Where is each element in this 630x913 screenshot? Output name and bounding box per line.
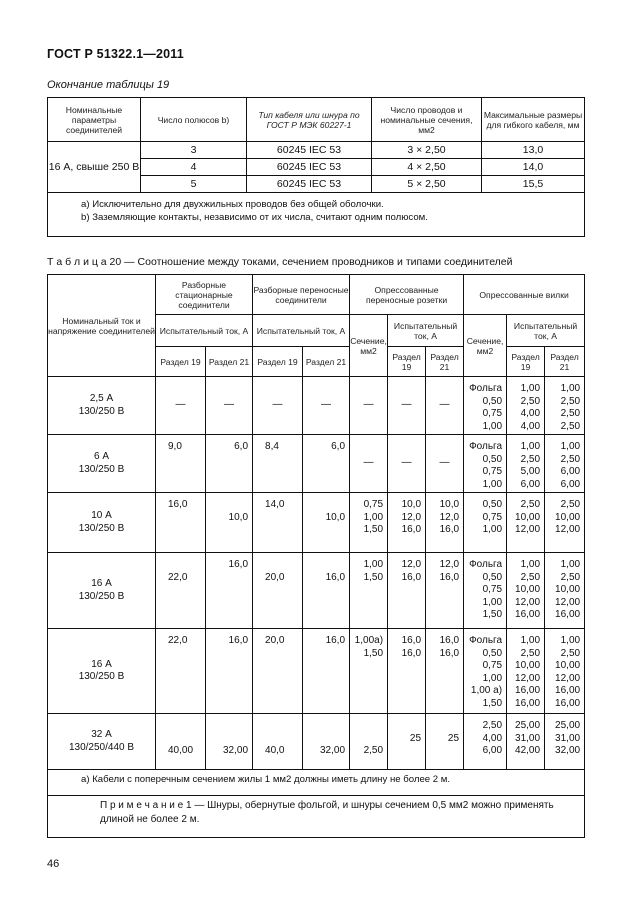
t20-cell-line: 12,00: [515, 672, 541, 684]
t20-cell-line: Фольга: [469, 441, 503, 452]
t20-rating-line: 130/250 В: [78, 463, 125, 475]
t20-cell-line: 12,0: [439, 511, 460, 523]
t20-sub-21: Раздел 21: [545, 347, 585, 377]
t20-rating-line: 130/250 В: [78, 671, 125, 682]
t19-footnotes: [48, 193, 585, 237]
t20-cell: [253, 493, 303, 553]
t20-cell-line: 2,50: [560, 420, 581, 432]
t20-rating-cell: [48, 714, 156, 770]
t20-cell-line: —: [363, 457, 374, 469]
t20-cell: [206, 377, 253, 435]
t20-cell: [303, 377, 350, 435]
table-row: [48, 553, 585, 629]
t20-cell-line: [206, 499, 248, 512]
t20-cell: [464, 553, 507, 629]
t20-cell-line: 0,75: [482, 408, 503, 419]
t20-cell-line: 12,00: [515, 524, 541, 535]
t20-cell: [206, 629, 253, 714]
t20-rating-line: 130/250 В: [78, 405, 125, 417]
t20-cell-line: 10,0: [439, 499, 460, 510]
table-20: [47, 274, 585, 838]
t20-rating-line: 6 А: [93, 451, 109, 462]
t20-cell: [464, 493, 507, 553]
t20-cell: [350, 435, 388, 493]
t20-cell-line: [303, 733, 345, 746]
t20-cell: [388, 553, 426, 629]
t20-cell-line: 1,50: [363, 647, 384, 659]
t20-cell: [464, 377, 507, 435]
t20-header-rating: Номинальный ток и напряжение соединителей: [48, 275, 156, 377]
t20-cell: [464, 629, 507, 714]
t20-cell-line: [265, 559, 302, 572]
t19-header-poles: Число полюсов b): [141, 98, 247, 142]
t20-cell-line: 10,00: [555, 511, 581, 523]
t20-section: Сечение, мм2: [350, 315, 388, 377]
t20-test-current: Испытательный ток, А: [253, 315, 350, 347]
t20-cell-line: 20,0: [265, 635, 285, 646]
t20-cell-line: 2,50: [520, 647, 541, 659]
t20-cell-line: 0,50: [482, 571, 503, 583]
t20-header-fixed: Разборные стационарные соединители: [156, 275, 253, 315]
t19-cell: 13,0: [482, 142, 585, 159]
t19-header-cable: Тип кабеля или шнура по ГОСТ Р МЭК 60227-1: [247, 98, 372, 142]
t20-cell-line: 16,0: [401, 635, 422, 646]
t20-sub-19: Раздел 19: [253, 347, 303, 377]
t19-cell: 60245 IEC 53: [247, 142, 372, 159]
t20-cell-line: 8,4: [265, 441, 279, 452]
t20-cell-line: 1,00: [520, 383, 541, 394]
t20-header-portable: Разборные переносные соединители: [253, 275, 350, 315]
t20-cell: [545, 493, 585, 553]
t20-cell: [303, 553, 350, 629]
t20-cell: [426, 493, 464, 553]
t20-cell-line: 16,0: [439, 635, 460, 646]
t20-cell: [388, 493, 426, 553]
t20-test-current: Испытательный ток, А: [156, 315, 253, 347]
t20-cell-line: 0,75: [363, 499, 384, 510]
t20-cell-line: 25,00: [555, 720, 581, 731]
t20-cell-line: Фольга: [469, 635, 503, 646]
t19-header-rating: Номинальные параметры соединителей: [48, 98, 141, 142]
t20-cell: [156, 377, 206, 435]
t20-cell-line: 0,75: [482, 660, 503, 671]
t20-cell-line: 12,00: [555, 596, 581, 608]
t19-cell: 3 × 2,50: [372, 142, 482, 159]
t20-cell-line: 14,0: [265, 499, 285, 510]
t20-cell-line: 9,0: [168, 441, 182, 452]
t20-cell-line: —: [224, 399, 234, 411]
t20-cell: [507, 435, 545, 493]
t20-cell-line: 12,0: [439, 559, 460, 570]
t20-cell-line: 0,50: [482, 647, 503, 659]
t20-cell-line: 10,0: [228, 511, 249, 523]
t20-cell-line: 12,00: [515, 596, 541, 608]
t20-cell-line: 2,50: [560, 453, 581, 465]
t20-cell-line: 12,00: [555, 672, 581, 684]
t20-cell-line: [303, 499, 345, 512]
t20-cell-line: [350, 733, 383, 746]
t20-cell-line: 0,50: [482, 453, 503, 465]
t19-header-max-size: Максимальные размеры для гибкого кабеля, мм: [482, 98, 585, 142]
t20-cell-line: 2,50: [560, 571, 581, 583]
t20-sub-21: Раздел 21: [426, 347, 464, 377]
t20-cell-line: 22,0: [168, 571, 188, 583]
t19-header-conductors: Число проводов и номинальные сечения, мм2: [372, 98, 482, 142]
t20-cell-line: —: [401, 457, 412, 469]
t20-cell: [156, 553, 206, 629]
t20-cell-line: 1,00: [363, 559, 384, 570]
t20-cell-line: 22,0: [168, 635, 188, 646]
t20-cell: [545, 629, 585, 714]
t20-cell-line: 4,00: [520, 420, 541, 432]
t19-footnote-a: a) Исключительно для двухжильных проводов без общей оболочки.: [81, 199, 384, 210]
t20-rating-line: 16 А: [91, 658, 112, 670]
t20-cell: [156, 714, 206, 770]
t20-sub-19: Раздел 19: [156, 347, 206, 377]
t20-cell-line: 16,0: [401, 571, 422, 583]
t20-cell: [206, 435, 253, 493]
t20-cell-line: [350, 720, 383, 733]
t20-cell: [388, 629, 426, 714]
t20-cell-line: 40,00: [168, 745, 194, 756]
t20-cell: [350, 629, 388, 714]
t19-cell: 14,0: [482, 159, 585, 176]
t20-cell-line: [426, 720, 459, 733]
t20-cell-line: 6,00: [482, 745, 503, 756]
t20-sub-19: Раздел 19: [388, 347, 426, 377]
t20-cell: [426, 377, 464, 435]
t20-cell-line: 0,50: [482, 499, 503, 510]
t20-cell-line: 2,50: [482, 720, 503, 731]
t20-cell-line: —: [363, 399, 374, 411]
t20-cell-line: 2,50: [560, 499, 581, 510]
t20-cell-line: [303, 720, 345, 733]
table-row: [48, 377, 585, 435]
t20-cell-line: 1,00: [482, 478, 503, 490]
t20-cell: [388, 714, 426, 770]
t20-cell: [426, 714, 464, 770]
t20-cell-line: 1,00a): [354, 635, 384, 646]
t20-cell-line: 1,50: [363, 571, 384, 583]
t20-cell: [253, 553, 303, 629]
table-row: [48, 435, 585, 493]
t20-cell: [303, 435, 350, 493]
t20-cell-line: 10,0: [325, 511, 346, 523]
t20-cell: [388, 377, 426, 435]
t20-cell-line: [206, 720, 248, 733]
t20-cell-line: 1,50: [482, 697, 503, 709]
t20-cell-line: 32,00: [555, 745, 581, 756]
t20-cell-line: [388, 720, 421, 733]
t20-cell-line: 16,00: [555, 697, 581, 709]
t20-cell-line: 31,00: [515, 732, 541, 744]
t20-cell: [350, 553, 388, 629]
t20-cell-line: 10,00: [515, 660, 541, 671]
t20-footnote-a: a) Кабели с поперечным сечением жилы 1 мм2 должны иметь длину не более 2 м.: [48, 770, 585, 796]
t20-cell-line: 2,50: [560, 647, 581, 659]
t20-cell: [426, 553, 464, 629]
t20-rating-line: 130/250/440 В: [68, 741, 135, 753]
t20-rating-line: 10 А: [91, 510, 112, 521]
t20-cell-line: Фольга: [469, 559, 503, 570]
t20-cell-line: —: [272, 399, 283, 411]
t20-cell: [156, 493, 206, 553]
t20-sub-21: Раздел 21: [206, 347, 253, 377]
t20-cell-line: 1,00: [482, 420, 503, 432]
t19-rating-cell: 16 А, свыше 250 В: [48, 142, 141, 193]
t20-cell-line: 1,50: [482, 609, 503, 620]
t19-cell: 4: [141, 159, 247, 176]
t20-cell-line: 1,00: [560, 635, 581, 646]
t20-cell: [253, 435, 303, 493]
t20-cell-line: 1,00: [560, 559, 581, 570]
t20-cell-line: 1,50: [363, 524, 384, 535]
t20-cell-line: 0,75: [482, 466, 503, 477]
t20-cell-line: [265, 733, 302, 746]
t20-cell-line: 16,00: [555, 609, 581, 620]
t20-cell-line: 1,00: [482, 596, 503, 608]
t20-cell-line: 2,50: [363, 745, 384, 756]
t20-cell: [507, 714, 545, 770]
t20-cell-line: 16,00: [515, 697, 541, 709]
table-row: [48, 714, 585, 770]
t20-cell-line: 42,00: [515, 745, 541, 756]
t20-cell-line: 6,00: [560, 478, 581, 490]
t20-rating-line: 16 А: [91, 578, 112, 589]
t20-cell: [545, 435, 585, 493]
t20-cell-line: [168, 720, 205, 733]
t20-cell-line: 16,00: [515, 685, 541, 696]
t19-cell: 5: [141, 176, 247, 193]
t20-cell-line: 1,00 a): [470, 685, 503, 696]
t20-cell-line: [168, 733, 205, 746]
t19-footnote-b: b) Заземляющие контакты, независимо от их числа, считают одним полюсом.: [81, 212, 428, 223]
t20-cell-line: 1,00: [520, 635, 541, 646]
t20-cell: [156, 435, 206, 493]
t20-cell-line: [206, 733, 248, 746]
t20-cell-line: 20,0: [265, 571, 285, 583]
t20-cell-line: 4,00: [520, 408, 541, 419]
t20-section: Сечение, мм2: [464, 315, 507, 377]
t20-rating-line: 130/250 В: [78, 590, 125, 602]
t20-cell: [206, 493, 253, 553]
t20-cell-line: 31,00: [555, 732, 581, 744]
t20-cell: [303, 714, 350, 770]
t20-cell-line: 2,50: [560, 395, 581, 407]
t20-cell-line: 1,00: [520, 559, 541, 570]
t20-cell: [350, 714, 388, 770]
t20-cell-line: 6,0: [331, 441, 346, 452]
t20-cell-line: 16,0: [401, 647, 422, 659]
t19-cell: 4 × 2,50: [372, 159, 482, 176]
t20-cell-line: 0,75: [482, 584, 503, 595]
table-20-title: Т а б л и ц а 20 — Соотношение между токами, сечением проводников и типами соединителей: [47, 256, 513, 268]
t20-cell-line: 2,50: [520, 453, 541, 465]
t20-test-current: Испытательный ток, А: [507, 315, 585, 347]
t20-cell-line: 12,0: [401, 559, 422, 570]
t20-cell-line: 16,00: [515, 609, 541, 620]
t20-cell-line: 1,00: [363, 511, 384, 523]
t20-cell-line: 4,00: [482, 732, 503, 744]
t20-cell: [253, 714, 303, 770]
t20-cell-line: 10,0: [401, 499, 422, 510]
t20-cell-line: 16,00: [555, 685, 581, 696]
t20-body: [48, 377, 585, 770]
t20-cell: [350, 493, 388, 553]
t20-cell-line: 16,0: [439, 524, 460, 535]
t20-cell: [426, 629, 464, 714]
t20-cell-line: 16,0: [325, 635, 346, 646]
table-19: [47, 97, 585, 237]
t20-cell-line: 0,50: [482, 395, 503, 407]
t20-rating-line: 130/250 В: [78, 522, 125, 534]
t20-cell: [206, 714, 253, 770]
t20-cell-line: 6,0: [234, 441, 249, 452]
t19-cell: 60245 IEC 53: [247, 176, 372, 193]
t20-cell-line: 16,0: [439, 647, 460, 659]
t20-cell: [253, 629, 303, 714]
t20-cell-line: 1,00: [560, 383, 581, 394]
t20-note-1: П р и м е ч а н и е 1 — Шнуры, обернутые фольгой, и шнуры сечением 0,5 мм2 можно применять длиной не более 2 м.: [48, 796, 585, 838]
t20-cell-line: 1,00: [560, 441, 581, 452]
t20-cell-line: 16,0: [168, 499, 188, 510]
t20-cell: [507, 493, 545, 553]
t20-cell-line: —: [321, 399, 332, 411]
t20-cell-line: Фольга: [469, 383, 503, 394]
t20-cell: [426, 435, 464, 493]
t20-cell-line: 16,0: [325, 571, 346, 583]
t20-cell: [507, 553, 545, 629]
t20-header-sockets: Опрессованные переносные розетки: [350, 275, 464, 315]
t20-cell: [253, 377, 303, 435]
t20-rating-cell: [48, 493, 156, 553]
document-id: ГОСТ Р 51322.1—2011: [47, 47, 184, 61]
t20-cell-line: 32,00: [320, 745, 346, 756]
t20-cell-line: 10,00: [555, 660, 581, 671]
table-row: [48, 493, 585, 553]
t20-cell-line: —: [439, 457, 450, 469]
t20-cell: [388, 435, 426, 493]
t20-cell-line: 25: [447, 732, 460, 744]
t20-cell-line: —: [175, 399, 186, 411]
t20-cell-line: 40,0: [265, 745, 285, 756]
t20-sub-21: Раздел 21: [303, 347, 350, 377]
t20-cell-line: 16,0: [439, 571, 460, 583]
t20-cell-line: 0,75: [482, 511, 503, 523]
t19-cell: 5 × 2,50: [372, 176, 482, 193]
t20-rating-cell: [48, 435, 156, 493]
t20-cell: [464, 714, 507, 770]
t20-cell: [206, 553, 253, 629]
t20-rating-cell: [48, 377, 156, 435]
t20-cell-line: 2,50: [560, 408, 581, 419]
t20-cell-line: 2,50: [520, 571, 541, 583]
t20-cell-line: 12,0: [401, 511, 422, 523]
t20-cell-line: 1,00: [482, 524, 503, 535]
t20-cell: [545, 377, 585, 435]
t20-cell-line: [303, 559, 345, 572]
t20-cell-line: 2,50: [520, 395, 541, 407]
t20-cell: [545, 553, 585, 629]
t20-rating-cell: [48, 553, 156, 629]
t20-cell-line: 6,00: [520, 478, 541, 490]
t20-cell-line: 12,00: [555, 524, 581, 535]
t20-cell-line: 1,00: [482, 672, 503, 684]
t20-cell-line: 25,00: [515, 720, 541, 731]
t20-cell-line: 2,50: [520, 499, 541, 510]
t20-cell-line: 25: [409, 732, 422, 744]
t20-cell-line: —: [439, 399, 450, 411]
t20-cell-line: [265, 720, 302, 733]
t20-cell-line: —: [401, 399, 412, 411]
t20-cell: [156, 629, 206, 714]
t20-cell-line: 1,00: [520, 441, 541, 452]
t20-rating-cell: [48, 629, 156, 714]
t20-cell: [303, 493, 350, 553]
page-number: 46: [47, 858, 60, 870]
t20-cell-line: [168, 559, 205, 572]
t20-cell: [507, 377, 545, 435]
t20-cell-line: 16,0: [228, 635, 249, 646]
t20-test-current: Испытательный ток, А: [388, 315, 464, 347]
t20-cell-line: 6,00: [560, 466, 581, 477]
t20-cell-line: 10,00: [555, 584, 581, 595]
t20-sub-19: Раздел 19: [507, 347, 545, 377]
table-continuation-caption: Окончание таблицы 19: [47, 79, 170, 91]
t20-cell: [350, 377, 388, 435]
t20-cell-line: 5,00: [520, 466, 541, 477]
t20-rating-line: 32 А: [91, 729, 112, 740]
t20-cell: [303, 629, 350, 714]
t20-rating-line: 2,5 А: [89, 393, 114, 404]
t20-cell: [464, 435, 507, 493]
t20-header-plugs: Опрессованные вилки: [464, 275, 585, 315]
t20-cell-line: 16,0: [401, 524, 422, 535]
t19-cell: 60245 IEC 53: [247, 159, 372, 176]
t20-cell-line: 10,00: [515, 511, 541, 523]
t20-cell: [545, 714, 585, 770]
t19-cell: 15,5: [482, 176, 585, 193]
t20-cell-line: 16,0: [228, 559, 249, 570]
t19-cell: 3: [141, 142, 247, 159]
t20-cell-line: 32,00: [222, 745, 249, 756]
t20-cell-line: 10,00: [515, 584, 541, 595]
t20-cell: [507, 629, 545, 714]
table-row: [48, 629, 585, 714]
